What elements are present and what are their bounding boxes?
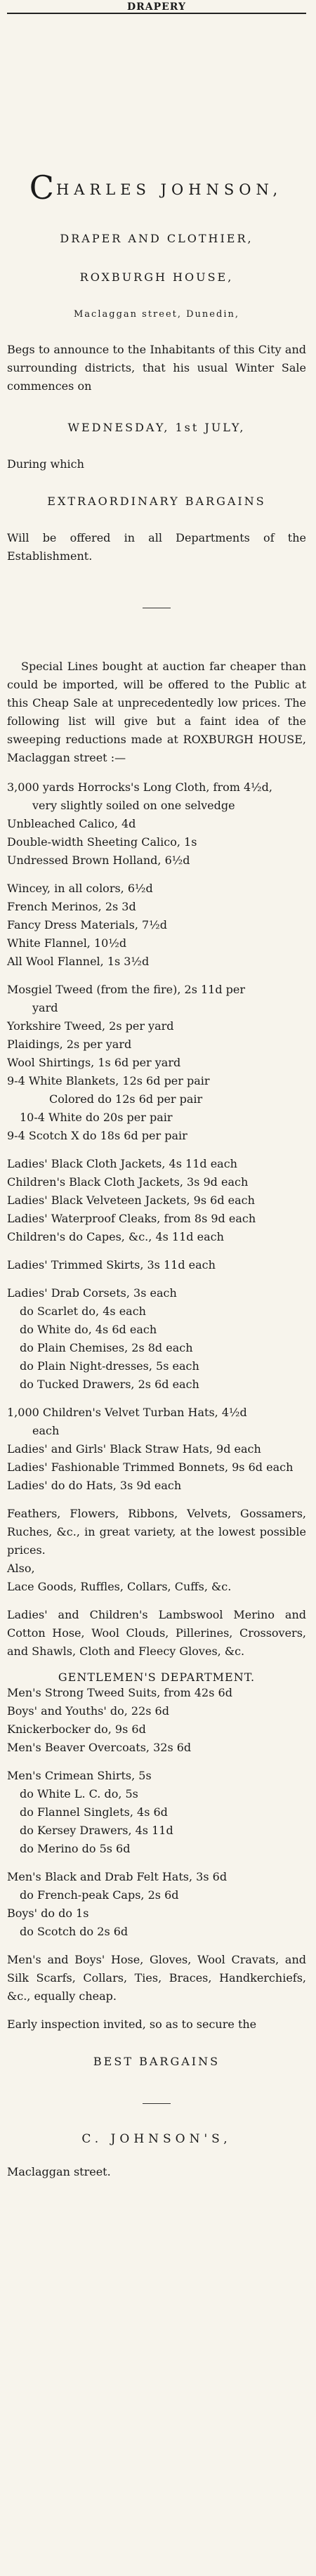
spacer xyxy=(7,245,306,270)
spacer xyxy=(7,1858,306,1868)
item-line: Boys' do do 1s xyxy=(7,1907,89,1920)
spacer xyxy=(7,1495,306,1505)
signature-line: C. JOHNSON'S, xyxy=(81,2132,232,2146)
spacer xyxy=(7,2068,306,2103)
spacer xyxy=(7,14,306,169)
item-line: Wincey, in all colors, 6½d xyxy=(7,882,153,895)
item-line: Fancy Dress Materials, 7½d xyxy=(7,918,167,931)
address-line: Maclaggan street, Dunedin, xyxy=(74,309,239,320)
spacer xyxy=(7,1274,306,1284)
spacer xyxy=(7,1145,306,1155)
item-line: 9-4 White Blankets, 12s 6d per pair xyxy=(7,1074,210,1087)
item-line: Boys' and Youths' do, 22s 6d xyxy=(7,1704,169,1718)
item-line: Ladies' Waterproof Cleaks, from 8s 9d each xyxy=(7,1212,256,1225)
gentlemen-department-heading: GENTLEMEN'S DEPARTMENT. xyxy=(58,1671,256,1684)
item-line: Children's do Capes, &c., 4s 11d each xyxy=(7,1230,224,1243)
advertiser-name xyxy=(6,169,306,207)
item-line: French Merinos, 2s 3d xyxy=(7,900,136,913)
early-inspection-line: Early inspection invited, so as to secure the xyxy=(7,2018,257,2031)
item-paragraph: Men's and Boys' Hose, Gloves, Wool Cravats, and Silk Scarfs, Collars, Ties, Braces, Handkerchiefs, &c., equally cheap. xyxy=(7,1953,306,2003)
announcement-paragraph: Begs to announce to the Inhabitants of this City and surrounding districts, that his usual Winter Sale commences on xyxy=(7,343,306,393)
during-line: During which xyxy=(7,457,84,471)
spacer xyxy=(7,1941,306,1951)
item-line: Ladies' Drab Corsets, 3s each xyxy=(7,1286,177,1300)
name-rest: HARLES JOHNSON, xyxy=(55,181,283,198)
item-line: yard xyxy=(32,1001,58,1014)
trade-line: DRAPER AND CLOTHIER, xyxy=(60,232,254,245)
item-line: Men's Black and Drab Felt Hats, 3s 6d xyxy=(7,1870,228,1883)
spacer xyxy=(7,2034,306,2055)
spacer xyxy=(7,870,306,880)
sale-date: WEDNESDAY, 1st JULY, xyxy=(67,421,246,434)
item-line: do Scotch do 2s 6d xyxy=(20,1925,129,1938)
item-line: do White L. C. do, 5s xyxy=(20,1787,138,1800)
house-line: ROXBURGH HOUSE, xyxy=(79,270,234,284)
item-line: Ladies' Fashionable Trimmed Bonnets, 9s 6d each xyxy=(7,1460,294,1474)
spacer xyxy=(7,207,306,232)
spacer xyxy=(7,1757,306,1767)
item-line: Yorkshire Tweed, 2s per yard xyxy=(7,1019,174,1033)
item-line: Men's Crimean Shirts, 5s xyxy=(7,1769,152,1782)
spacer xyxy=(7,608,306,658)
item-line: Ladies' and Girls' Black Straw Hats, 9d each xyxy=(7,1442,261,1456)
item-line: Lace Goods, Ruffles, Collars, Cuffs, &c. xyxy=(7,1580,232,1593)
spacer xyxy=(7,434,306,455)
item-line: 10-4 White do 20s per pair xyxy=(20,1111,173,1124)
item-line: do Plain Chemises, 2s 8d each xyxy=(20,1341,193,1354)
spacer xyxy=(7,508,306,529)
spacer xyxy=(7,1246,306,1256)
spacer xyxy=(7,2104,306,2132)
spacer xyxy=(7,1596,306,1606)
item-line: do White do, 4s 6d each xyxy=(20,1323,157,1336)
item-line: All Wool Flannel, 1s 3½d xyxy=(7,955,150,968)
item-line: do Plain Night-dresses, 5s each xyxy=(20,1359,199,1373)
item-line: Colored do 12s 6d per pair xyxy=(49,1092,203,1106)
spacer xyxy=(7,320,306,341)
item-line: do Tucked Drawers, 2s 6d each xyxy=(20,1378,199,1391)
section-header: DRAPERY xyxy=(126,1,187,10)
item-line: Undressed Brown Holland, 6½d xyxy=(7,854,190,867)
item-line: Wool Shirtings, 1s 6d per yard xyxy=(7,1056,181,1069)
item-line: each xyxy=(32,1424,60,1437)
spacer xyxy=(7,565,306,608)
item-line: do Merino do 5s 6d xyxy=(20,1842,131,1855)
spacer xyxy=(7,2146,306,2163)
item-line: 3,000 yards Horrocks's Long Cloth, from 4½d, xyxy=(7,780,272,794)
spacer xyxy=(7,473,306,495)
item-line: 9-4 Scotch X do 18s 6d per pair xyxy=(7,1129,187,1142)
bargains-heading: EXTRAORDINARY BARGAINS xyxy=(47,495,266,508)
spacer xyxy=(7,395,306,421)
spacer xyxy=(7,1394,306,1404)
spacer xyxy=(7,284,306,309)
spacer xyxy=(7,1661,306,1671)
item-line: 1,000 Children's Velvet Turban Hats, 4½d xyxy=(7,1406,247,1419)
spacer xyxy=(7,2006,306,2015)
item-line: Mosgiel Tweed (from the fire), 2s 11d per xyxy=(7,983,246,996)
item-line: Unbleached Calico, 4d xyxy=(7,817,136,830)
special-lines-paragraph: Special Lines bought at auction far cheaper than could be imported, will be offered to the Public at this Cheap Sale at unprecedentedly low prices. The following list will give but a faint idea of the sweeping reductions made at ROXBURGH HOUSE, Maclaggan street :— xyxy=(7,660,306,764)
item-line: do Kersey Drawers, 4s 11d xyxy=(20,1824,173,1837)
best-bargains-heading: BEST BARGAINS xyxy=(93,2055,220,2068)
item-line: Children's Black Cloth Jackets, 3s 9d each xyxy=(7,1175,249,1189)
item-line: very slightly soiled on one selvedge xyxy=(32,799,235,812)
also-line: Also, xyxy=(7,1562,35,1575)
item-line: do Scarlet do, 4s each xyxy=(20,1305,146,1318)
item-line: do Flannel Singlets, 4s 6d xyxy=(20,1805,168,1819)
item-line: Plaidings, 2s per yard xyxy=(7,1038,132,1051)
item-line: Ladies' do do Hats, 3s 9d each xyxy=(7,1479,182,1492)
spacer xyxy=(7,971,306,981)
item-line: Men's Beaver Overcoats, 32s 6d xyxy=(7,1741,192,1754)
name-initial: C xyxy=(29,169,56,207)
item-paragraph: Ladies' and Children's Lambswool Merino and Cotton Hose, Wool Clouds, Pillerines, Crossovers, and Shawls, Cloth and Fleecy Gloves, &c. xyxy=(7,1608,306,1658)
item-line: Men's Strong Tweed Suits, from 42s 6d xyxy=(7,1686,232,1699)
item-line: do French-peak Caps, 2s 6d xyxy=(20,1888,179,1902)
item-line: Knickerbocker do, 9s 6d xyxy=(7,1722,146,1736)
street-line: Maclaggan street. xyxy=(7,2165,111,2178)
offered-paragraph: Will be offered in all Departments of the Establishment. xyxy=(7,531,306,563)
item-line: Ladies' Black Velveteen Jackets, 9s 6d each xyxy=(7,1194,255,1207)
item-line: Ladies' Trimmed Skirts, 3s 11d each xyxy=(7,1258,216,1271)
spacer xyxy=(7,767,306,778)
item-line: White Flannel, 10½d xyxy=(7,936,127,950)
item-paragraph: Feathers, Flowers, Ribbons, Velvets, Gossamers, Ruches, &c., in great variety, at the lowest possible prices. xyxy=(7,1507,306,1557)
item-line: Ladies' Black Cloth Jackets, 4s 11d each xyxy=(7,1157,237,1170)
item-line: Double-width Sheeting Calico, 1s xyxy=(7,835,197,849)
